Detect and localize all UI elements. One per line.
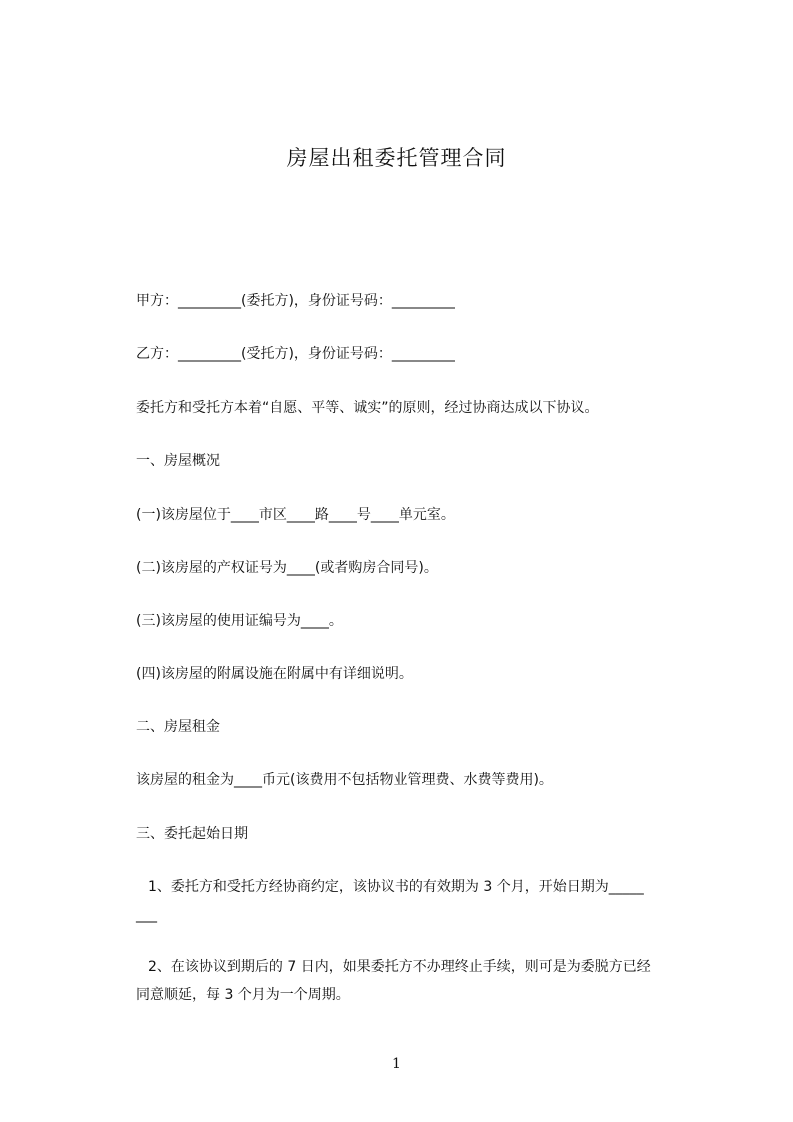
property-use-certificate-clause: (三)该房屋的使用证编号为____。	[136, 613, 343, 629]
section-heading-commission-period: 三、委托起始日期	[136, 826, 248, 842]
rent-clause: 该房屋的租金为____币元(该费用不包括物业管理费、水费等费用)。	[136, 772, 553, 788]
property-location-clause: (一)该房屋位于____市区____路____号____单元室。	[136, 507, 455, 523]
property-facilities-clause: (四)该房屋的附属设施在附属中有详细说明。	[136, 666, 413, 682]
commission-period-clause-1-continued: ___	[136, 907, 157, 923]
commission-period-clause-2-continued: 同意顺延，每 3 个月为一个周期。	[136, 987, 350, 1003]
section-heading-rent: 二、房屋租金	[136, 719, 220, 735]
section-heading-property-overview: 一、房屋概况	[136, 453, 220, 469]
commission-period-clause-1: 1、委托方和受托方经协商约定，该协议书的有效期为 3 个月，开始日期为_____	[148, 879, 644, 895]
party-b-line: 乙方：_________(受托方)，身份证号码：_________	[136, 346, 455, 362]
page-number: 1	[392, 1056, 401, 1072]
commission-period-clause-2: 2、在该协议到期后的 7 日内，如果委托方不办理终止手续，则可是为委脱方已经	[148, 959, 651, 975]
agreement-intro: 委托方和受托方本着“自愿、平等、诚实”的原则，经过协商达成以下协议。	[136, 400, 599, 416]
party-a-line: 甲方：_________(委托方)，身份证号码：_________	[136, 293, 455, 309]
property-title-clause: (二)该房屋的产权证号为____(或者购房合同号)。	[136, 560, 438, 576]
document-title: 房屋出租委托管理合同	[286, 146, 507, 170]
